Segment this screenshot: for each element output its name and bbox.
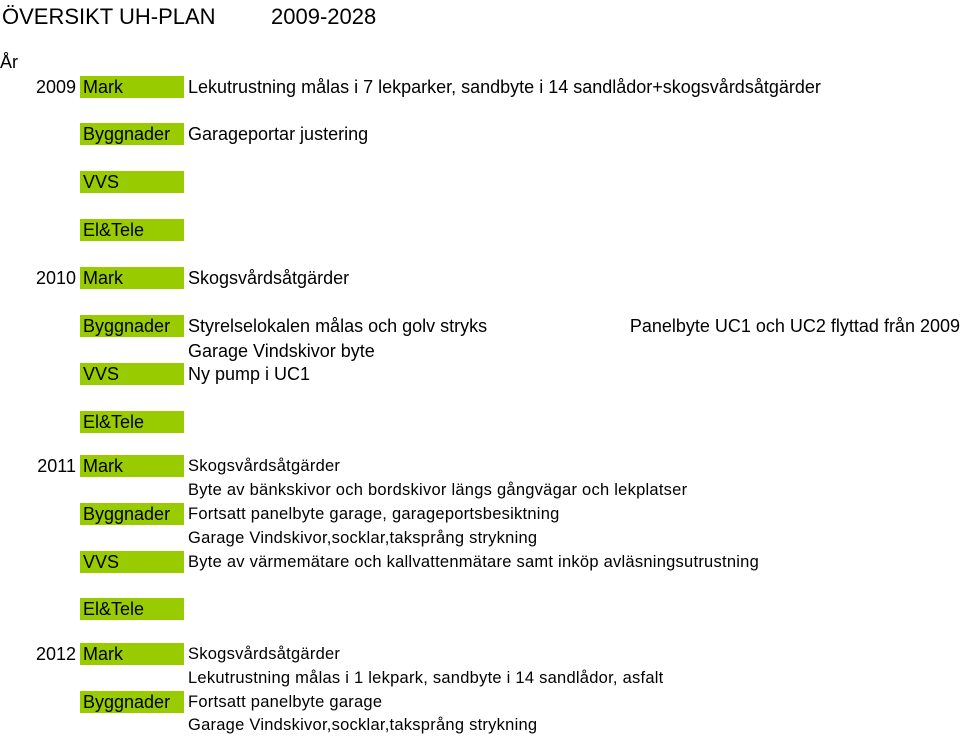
- category-byggnader: Byggnader: [80, 123, 184, 145]
- category-byggnader: Byggnader: [80, 315, 184, 337]
- category-vvs: VVS: [80, 551, 184, 573]
- category-el-tele: El&Tele: [80, 219, 184, 241]
- plan-item: Ny pump i UC1: [188, 364, 311, 384]
- year-column-header: År: [0, 52, 18, 72]
- page-title: ÖVERSIKT UH-PLAN: [2, 4, 216, 29]
- category-el-tele: El&Tele: [80, 411, 184, 433]
- plan-period: 2009-2028: [271, 4, 377, 29]
- plan-item: Garage Vindskivor,socklar,taksprång strykning: [188, 716, 538, 734]
- year-label: 2010: [35, 268, 76, 288]
- category-mark: Mark: [80, 267, 184, 289]
- category-mark: Mark: [80, 455, 184, 477]
- plan-item: Byte av bänkskivor och bordskivor längs gångvägar och lekplatser: [188, 481, 688, 499]
- plan-item: Lekutrustning målas i 1 lekpark, sandbyte i 14 sandlådor, asfalt: [188, 669, 664, 687]
- category-byggnader: Byggnader: [80, 503, 184, 525]
- plan-note: Panelbyte UC1 och UC2 flyttad från 2009: [629, 316, 960, 336]
- category-vvs: VVS: [80, 363, 184, 385]
- category-el-tele: El&Tele: [80, 598, 184, 620]
- plan-item: Fortsatt panelbyte garage: [188, 693, 383, 711]
- plan-item: Byte av värmemätare och kallvattenmätare samt inköp avläsningsutrustning: [188, 553, 760, 571]
- year-label: 2009: [35, 77, 76, 97]
- plan-item: Garage Vindskivor,socklar,taksprång strykning: [188, 529, 538, 547]
- category-mark: Mark: [80, 76, 184, 98]
- plan-item: Skogsvårdsåtgärder: [188, 645, 341, 663]
- plan-item: Garage Vindskivor byte: [188, 341, 375, 361]
- plan-item: Garageportar justering: [188, 124, 369, 144]
- category-byggnader: Byggnader: [80, 691, 184, 713]
- category-vvs: VVS: [80, 171, 184, 193]
- category-mark: Mark: [80, 643, 184, 665]
- plan-item: Skogsvårdsåtgärder: [188, 457, 341, 475]
- year-label: 2011: [37, 456, 76, 476]
- plan-item: Styrelselokalen målas och golv stryks: [188, 316, 488, 336]
- plan-item: Skogsvårdsåtgärder: [188, 268, 350, 288]
- plan-item: Lekutrustning målas i 7 lekparker, sandbyte i 14 sandlådor+skogsvårdsåtgärder: [188, 77, 821, 97]
- year-label: 2012: [35, 644, 76, 664]
- plan-item: Fortsatt panelbyte garage, garageportsbesiktning: [188, 505, 560, 523]
